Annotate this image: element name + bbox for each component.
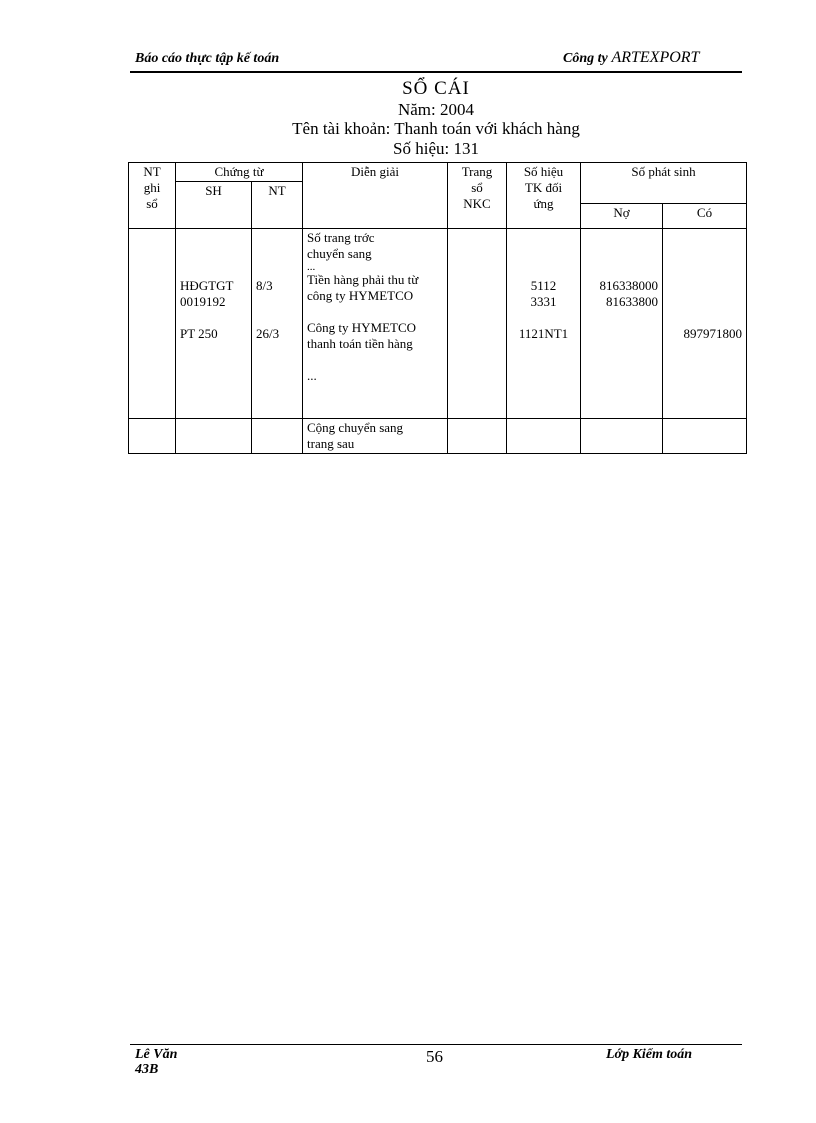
cell-empty [663, 419, 747, 454]
col-so-hieu-tk: Số hiệu TK đối ứng [507, 163, 581, 229]
desc-line: công ty HYMETCO [307, 288, 414, 303]
account-name: Tên tài khoản: Thanh toán với khách hàng [292, 119, 580, 138]
sh-line: 0019192 [180, 294, 226, 309]
col-no: Nợ [581, 204, 663, 229]
cell-empty [176, 419, 252, 454]
cell-empty [448, 419, 507, 454]
opening-line: Số trang trớc [307, 230, 375, 245]
sh-line: PT 250 [180, 326, 218, 341]
cell-co [663, 229, 747, 419]
ledger-title: SỔ CÁI [402, 78, 470, 99]
cell-sh [176, 229, 252, 419]
footer-author-name: Lê Văn [135, 1047, 178, 1062]
cell-nt-ghi-so [129, 229, 176, 419]
desc-line: thanh toán tiền hàng [307, 336, 413, 351]
opening-line: chuyển sang [307, 246, 372, 261]
sh-line: HĐGTGT [180, 278, 234, 293]
col-trang-so-nkc: Trang sổ NKC [448, 163, 507, 229]
nt-value: 26/3 [256, 326, 280, 341]
cell-trang-so [448, 229, 507, 419]
table-row-closing [129, 419, 747, 454]
nt-value: 8/3 [256, 278, 273, 293]
footer-author-class: 43B [135, 1062, 159, 1077]
header-company-name: ARTEXPORT [611, 49, 700, 66]
col-dien-giai: Diễn giải [303, 163, 448, 229]
tk-value: 3331 [530, 294, 557, 309]
cell-no [581, 229, 663, 419]
title-block [130, 78, 742, 158]
ledger-table [128, 162, 747, 454]
col-nt-ghi-so: NT ghi sổ [129, 163, 176, 229]
footer-author [135, 1047, 177, 1077]
col-sh: SH [176, 182, 252, 229]
no-value: 816338000 [599, 278, 658, 293]
tk-value: 1121NT1 [518, 326, 569, 341]
ellipsis: ... [307, 368, 317, 383]
desc-line: Tiền hàng phải thu từ [307, 272, 419, 287]
closing-line: trang sau [307, 436, 355, 451]
header-company [563, 49, 699, 67]
desc-line: Công ty HYMETCO [307, 320, 417, 335]
cell-dien-giai [303, 229, 448, 419]
cell-empty [129, 419, 176, 454]
header-report-title: Báo cáo thực tập kế toán [135, 51, 280, 66]
no-value: 81633800 [606, 294, 658, 309]
tk-value: 5112 [530, 278, 557, 293]
header-company-prefix: Công ty [563, 51, 608, 66]
col-so-phat-sinh: Số phát sinh [581, 163, 747, 204]
cell-nt [252, 229, 303, 419]
opening-line: ... [307, 261, 316, 273]
cell-empty [252, 419, 303, 454]
col-chung-tu: Chứng từ [176, 163, 303, 182]
cell-closing [303, 419, 448, 454]
table-row-body [129, 229, 747, 419]
footer-rule [130, 1044, 742, 1045]
page-number: 56 [426, 1047, 443, 1066]
account-number: Số hiệu: 131 [393, 139, 479, 158]
co-value: 897971800 [683, 326, 743, 341]
header-rule [130, 71, 742, 73]
closing-line: Cộng chuyển sang [307, 420, 404, 435]
footer-class: Lớp Kiểm toán [606, 1047, 693, 1062]
cell-empty [507, 419, 581, 454]
col-co: Có [663, 204, 747, 229]
col-nt: NT [252, 182, 303, 229]
cell-empty [581, 419, 663, 454]
header-row-1 [129, 163, 747, 182]
cell-so-hieu-tk [507, 229, 581, 419]
ledger-year: Năm: 2004 [397, 100, 475, 119]
